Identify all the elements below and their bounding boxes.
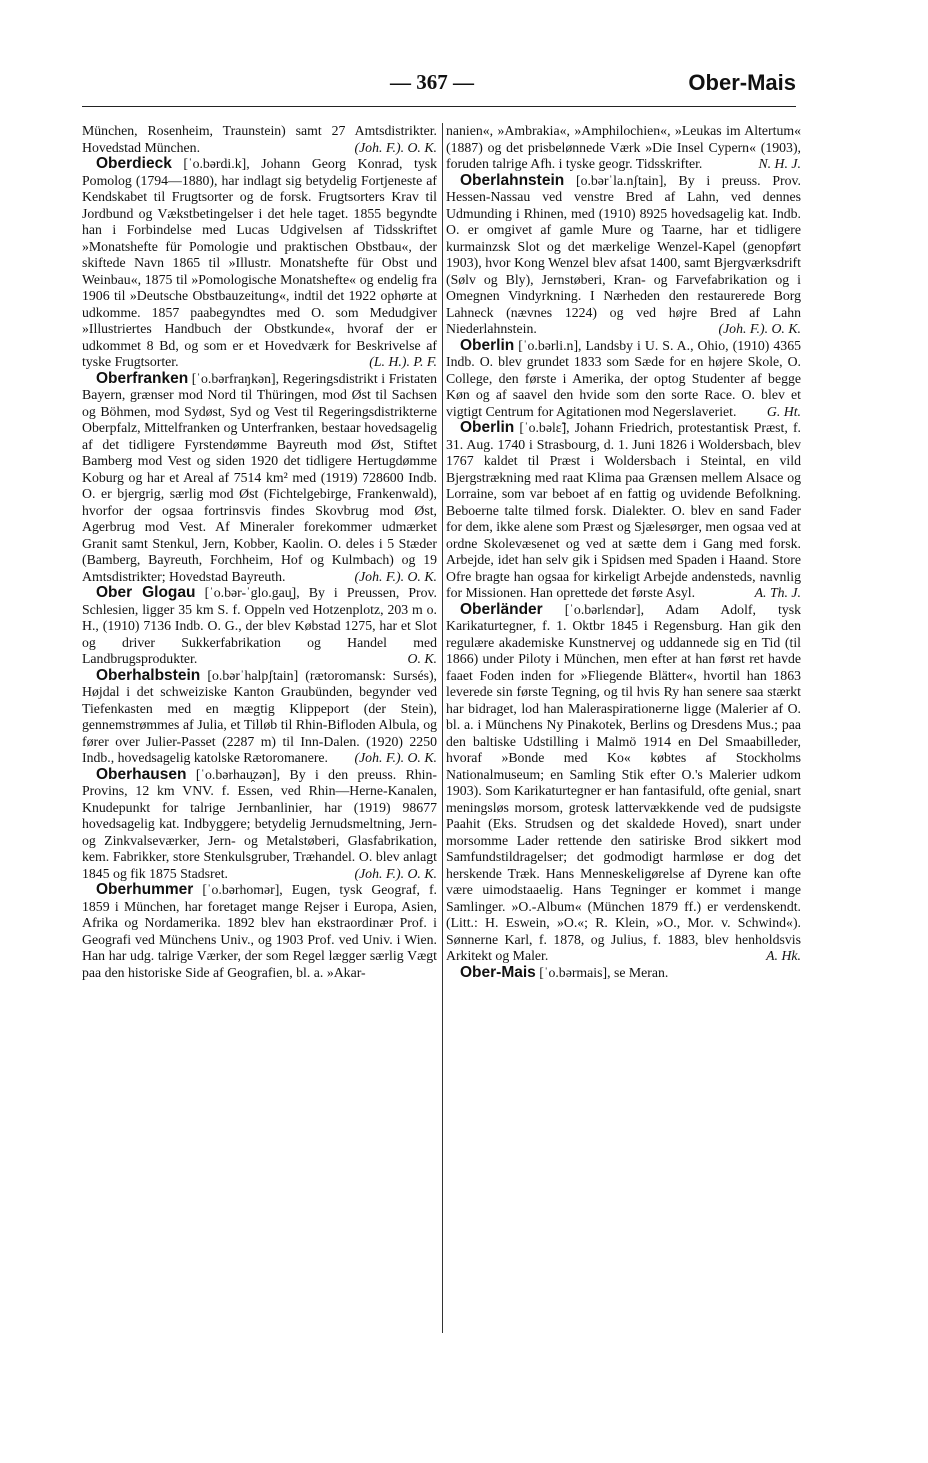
entry-oberhalbstein [82,668,437,767]
entry-signature: (Joh. F.). O. K. [354,139,437,155]
entry-text: [ˈo.bəlɛ̃], Johann Friedrich, protestantisk Præst, f. 31. Aug. 1740 i Strasbourg, d. 1. Juni 1826 i Woldersbach, blev 1767 kaldet til Præst i Woldersbach i Steintal, en vild Bjergstrækning med raat Klima paa Grænsen mellem Alsace og Lorraine, som var beboet af en fattig og uvidende Befolkning. Beboerne talte tilmed forsk. Dialekter. O. blev en sand Fader for dem, ikke alene som Præst og Sjælesørger, men ogsaa ved at ordne Skolevæsenet og ved at sætte dem i Gang med forsk. Arbejde, idet han selv gik i Spidsen med Spaden i Haand. Store Ofre bragte han ogsaa for kirkeligt Arbejde andensteds, navnlig for Missionen. Han oprettede det første Asyl. [446,420,801,600]
headword: Oberländer [460,600,543,618]
entry-signature: (Joh. F.). O. K. [354,865,437,881]
entry-oberhummer [82,882,437,981]
entry-oberlahnstein [446,173,801,338]
entry-text: [o.bərˈhalpʃtain] (rætoromansk: Sursés), Højdal i det schweiziske Kanton Graubünden, begynder ved Tiefenkasten med en mægtig Klippeport (der Stein), gennemstrømmes af Julia, et Tilløb til Rhin-Bifloden Albula, og fører over Julier-Passet (2287 m) til Inn-Dalen. (1920) 2250 Indb., hovedsagelig katolske Rætoromanere. [82,667,437,765]
headword: Oberhausen [96,765,187,783]
headword: Oberlin [460,419,515,436]
running-head: Ober-Mais [688,70,796,95]
column-rule [442,123,443,1333]
entry-signature: A. Hk. [766,948,801,963]
entry-text: [ˈo.bərdi.k], Johann Georg Konrad, tysk Pomolog (1794—1880), har indlagt sig betydelig Fortjeneste af Kendskabet til Frugtsorter og de forsk. Frugtsorters Krav til Jordbund og Vækstbetingelser i det hele taget. 1855 begyndte han i Forbindelse med Lucas Udgivelsen af Tidsskriftet »Monatshefte für Pomologie und praktischen Obstbau«, der skiftede Navn 1865 til »Illustr. Monatshefte für Obst und Weinbau«, 1875 til »Pomologische Monatshefte« og endelig fra 1906 til »Deutsche Obstbauzeitung«, indtil det 1922 ophørte at udkomme. 1857 paabegyndtes med O. som Medudgiver »Illustriertes Handbuch der Obstkunde«, hvoraf der er udkommet 8 Bd, og som er et Hovedværk for Beskrivelse af tyske Frugtsorter. [82,156,438,369]
entry-oberlaender [446,602,801,965]
headword: Oberlin [460,336,515,354]
headword: Oberdieck [96,155,172,172]
entry-signature: (L. H.). P. F. [369,354,437,369]
page-number: — 367 — [390,70,474,94]
entry-text: [o.bərˈla.nʃtain], By i preuss. Prov. Hessen-Nassau ved venstre Bred af Lahn, ved dennes Udmunding i Rhinen, med (1910) 8925 hovedsagelig kat. Indb. O. er omgivet af gamle Mure og Taarne, har et tidligere kurmainzsk Slot og det mærkelige Wenzel-Kapel (genopført 1903), hvor Kong Wenzel blev afsat 1400, samt Bjergværksdrift (Sølv og Bly), Jernstøberi, Kran- og Farvefabrikation og i Omegnen Vindyrkning. I Nærheden den restaurerede Borg Lahneck (nævnes 1224) og ved højre Bred af Lahn Niederlahnstein. [446,172,801,336]
entry-oberlin-ohio [446,338,801,421]
entry-text: [ˈo.bər-ˈglo.gau̯], By i Preussen, Prov. Schlesien, ligger 35 km S. f. Oppeln ved Hotzenplotz, 203 m o. H., (1910) 7136 Indb. O. G., der blev Købstad 1275, har et Slot og driver Sukkerfabrikation og Handel med Landbrugsprodukter. [82,585,438,666]
page-header [0,70,928,102]
headword: Oberlahnstein [460,171,565,189]
continued-entry [446,123,801,173]
entry-signature: G. Ht. [766,403,801,419]
entry-ober-glogau [82,585,437,668]
entry-text: [ˈo.bərli.n], Landsby i U. S. A., Ohio, (1910) 4365 Indb. O. blev grundet 1833 som Sæde for en højere Skole, O. College, den første i Amerika, der optog Studenter af begge Køn og af saavel den hvide som den sorte Race. O. blev et vigtigt Centrum for Agitationen mod Negerslaveriet. [446,337,801,419]
entry-signature: A. Th. J. [754,585,801,600]
headword: Oberhummer [96,881,194,898]
entry-text: [ˈo.bərhomər], Eugen, tysk Geograf, f. 1859 i München, har foretaget mange Rejser i Europa, Asien, Afrika og Nordamerika. 1892 blev han ekstraordinær Prof. i Geografi ved Münchens Univ., og 1903 Prof. ved Univ. i Wien. Han har udg. talrige Værker, der som Regel lægger særlig Vægt paa den historiske Side af Geografien, bl. a. »Akar- [82,882,437,980]
entry-signature: (Joh. F.). O. K. [354,568,437,584]
right-column [446,123,801,981]
headword: Ober Glogau [96,584,196,601]
entry-signature: O. K. [407,651,437,666]
entry-text: [ˈo.bərmais], se Meran. [539,964,669,980]
left-column [82,123,437,981]
entry-signature: (Joh. F.). O. K. [718,321,801,336]
entry-ober-mais [446,965,801,982]
entry-signature: N. H. J. [758,156,801,171]
header-rule [82,106,796,107]
headword: Oberhalbstein [96,666,201,684]
entry-signature: (Joh. F.). O. K. [354,750,437,765]
entry-oberhausen [82,767,437,883]
entry-oberfranken [82,371,437,586]
entry-text: [ˈo.bərfraŋkən], Regeringsdistrikt i Fristaten Bayern, grænser mod Nord til Thüringen, mod Øst til Sachsen og Böhmen, mod Sydøst, Syd og Vest til Regeringsdistrikterne Oberpfalz, Mittelfranken og Unterfranken, bestaar hovedsagelig af det tidligere Fyrstendømme Bayreuth mod Øst, Stiftet Bamberg mod Vest og siden 1920 det tidligere Hertugdømme Koburg og har et Areal af 7514 km² med (1919) 728600 Indb. O. er bjergrig, særlig mod Øst (Fichtelgebirge, Frankenwald), hvorfor der ogsaa fortrinsvis findes Skovbrug mod Øst, Agerbrug mod Vest. Af Mineraler forekommer udmærket Granit samt Stenkul, Jern, Kobber, Kaolin. O. deles i 5 Stæder (Bamberg, Bayreuth, Forchheim, Hof og Kulmbach) og 19 Amtsdistrikter; Hovedstad Bayreuth. [82,370,437,584]
entry-text: nanien«, »Ambrakia«, »Amphilochien«, »Leukas im Altertum« (1887) og det prisbelønnede Værk »Die Insel Cypern« (1903), foruden talrige Afh. i tyske geogr. Tidsskrifter. [446,123,801,171]
entry-oberlin-johann [446,420,801,602]
entry-text: [ˈo.bərhau̯zən], By i den preuss. Rhin-Provins, 12 km VNV. f. Essen, ved Rhin—Herne-Kanalen, Knudepunkt for talrige Jernbanlinier, har (1919) 98677 hovedsagelig kat. Indbyggere; betydelig Jernudsmeltning, Jern- og Zinkvalseværker, Jern- og Metalstøberi, Glasfabrikation, kem. Fabrikker, store Stenkulsgruber, Træhandel. O. blev anlagt 1845 og fik 1875 Stadsret. [82,766,437,881]
entry-text: [ˈo.bərlɛndər], Adam Adolf, tysk Karikaturtegner, f. 1. Oktbr 1845 i Regensburg. Han gik den regulære akademiske Kunstnervej og uddannede sig en Tid (til 1866) under Piloty i München, men efter at han først ret havde faaet Foden inden for »Fliegende Blätter«, hvortil han 1863 leverede sin første Tegning, og til hvis Ry han senere saa stærkt har bidraget, lod han Maleraspirationerne ligge (Malerier af O. bl. a. i Münchens Ny Pinakotek, Berlins og Dresdens Mus.; paa den baltiske Udstilling i Malmö 1914 en Del Smaabilleder, hvoraf »Bonde med Ko« købtes af Stockholms Nationalmuseum; en Samling Stik efter O.'s Malerier udkom 1903). Som Karikaturtegner er han fantasifuld, ofte genial, snart meningsløs morsom, grotesk lattervækkende ved de pudsigste Paahit (Eks. Strudsen og det skaldede Hoved), snart under morsomme Lader rettende den satiriske Brod sikkert mod Samfundstildragelser; det godmodigt harmløse er dog det herskende Træk. Hans Menneskeligørelse af Dyrene kan ofte være uimodstaaelig. Hans Tegninger er kommet i mange Samlinger. »O.-Album« (München 1879 ff.) er verdenskendt. (Litt.: H. Eswein, »O.«; R. Klein, »O., Mor. v. Schwind«). Sønnerne Karl, f. 1878, og Julius, f. 1883, blev henholdsvis Arkitekt og Maler. [446,601,801,963]
continued-entry [82,123,437,156]
headword: Ober-Mais [460,963,536,981]
entry-oberdieck [82,156,437,371]
headword: Oberfranken [96,369,189,387]
entry-text: München, Rosenheim, Traunstein) samt 27 Amtsdistrikter. Hovedstad München. [82,123,437,155]
